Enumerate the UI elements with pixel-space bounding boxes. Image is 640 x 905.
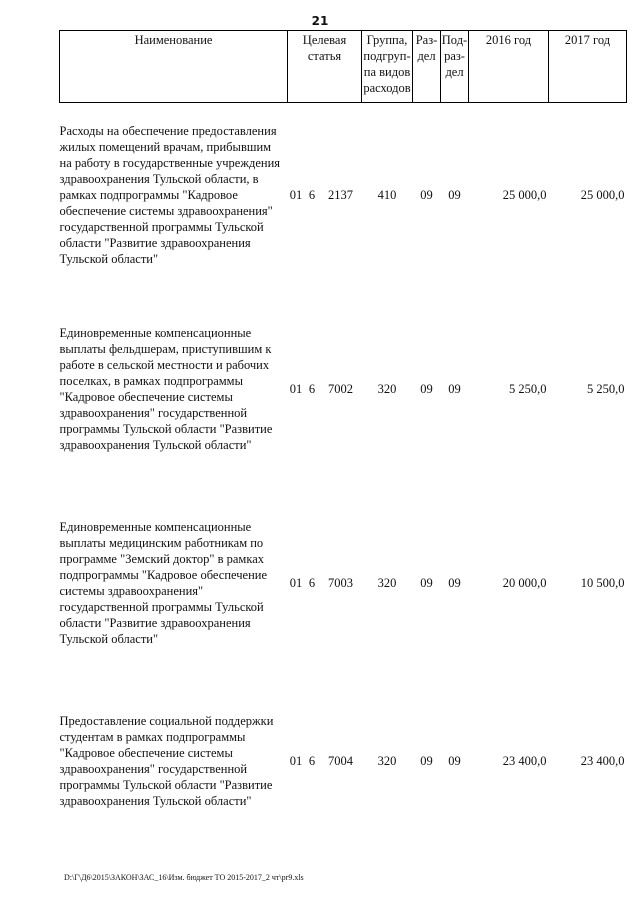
row-code-c: 7002 [328, 382, 353, 396]
header-subsection: Под- раз- дел [441, 31, 469, 103]
header-section: Раз- дел [413, 31, 441, 103]
row-name: Расходы на обеспечение предоставления жилых помещений врачам, прибывшим на работу в государственные учреждения здравоохранения Тульской области, в рамках подпрограммы "Кадровое обеспечение системы здравоохранения" государственной программы Тульской области "Развитие здравоохранения Тульской области" [59, 124, 281, 266]
row-group: 320 [377, 382, 397, 396]
row-amount-2017: 10 500,0 [580, 576, 625, 590]
page-number: 21 [311, 14, 329, 28]
row-amount-2016: 20 000,0 [502, 576, 547, 590]
table-header-row [60, 31, 627, 103]
table-row [60, 697, 627, 825]
row-section: 09 [420, 188, 433, 202]
budget-table [59, 30, 627, 825]
row-code-b: 6 [308, 754, 316, 768]
row-code-c: 7003 [328, 576, 353, 590]
row-group: 410 [377, 188, 397, 202]
header-target-article: Целевая статья [288, 31, 362, 103]
row-name: Предоставление социальной поддержки студентам в рамках подпрограммы "Кадровое обеспечение системы здравоохранения" государственной программы Тульской области "Развитие здравоохранения Тульской области" [59, 714, 274, 808]
row-group: 320 [377, 576, 397, 590]
spacer-cell [60, 275, 627, 309]
row-code-b: 6 [308, 576, 316, 590]
spacer-cell [60, 103, 627, 116]
row-code-c: 2137 [328, 188, 353, 202]
row-code-a: 01 [289, 188, 303, 202]
table-row [60, 115, 627, 275]
row-code-a: 01 [289, 382, 303, 396]
table-row [60, 309, 627, 469]
row-amount-2017: 5 250,0 [587, 382, 625, 396]
header-year-2016: 2016 год [469, 31, 549, 103]
spacer-cell [60, 663, 627, 697]
row-spacer [60, 469, 627, 503]
row-section: 09 [420, 576, 433, 590]
row-amount-2017: 25 000,0 [580, 188, 625, 202]
row-group: 320 [377, 754, 397, 768]
row-code-a: 01 [289, 576, 303, 590]
header-year-2017: 2017 год [549, 31, 627, 103]
row-name: Единовременные компенсационные выплаты фельдшерам, приступившим к работе в сельской местности и рабочих поселках, в рамках подпрограммы "Кадровое обеспечение системы здравоохранения" государственной программы Тульской области "Развитие здравоохранения Тульской области" [59, 326, 273, 452]
row-subsection: 09 [448, 576, 461, 590]
row-code-a: 01 [289, 754, 303, 768]
row-name: Единовременные компенсационные выплаты медицинским работникам по программе "Земский доктор" в рамках подпрограммы "Кадровое обеспечение системы здравоохранения" государственной программы Тульской области "Развитие здравоохранения Тульской области" [59, 520, 268, 646]
row-subsection: 09 [448, 188, 461, 202]
row-spacer [60, 103, 627, 116]
header-group: Группа, подгруп- па видов расходов [362, 31, 413, 103]
row-subsection: 09 [448, 382, 461, 396]
spacer-cell [60, 469, 627, 503]
row-amount-2016: 23 400,0 [502, 754, 547, 768]
row-subsection: 09 [448, 754, 461, 768]
row-code-c: 7004 [328, 754, 353, 768]
table-row [60, 503, 627, 663]
row-section: 09 [420, 754, 433, 768]
row-amount-2016: 25 000,0 [502, 188, 547, 202]
row-code-b: 6 [308, 382, 316, 396]
footer-file-path: D:\Г\Д6\2015\ЗАКОН\ЗАС_16\Изм. бюджет ТО 2015-2017_2 чт\pr9.xls [64, 873, 304, 882]
row-spacer [60, 275, 627, 309]
row-amount-2017: 23 400,0 [580, 754, 625, 768]
row-section: 09 [420, 382, 433, 396]
header-name: Наименование [60, 31, 288, 103]
row-spacer [60, 663, 627, 697]
row-amount-2016: 5 250,0 [509, 382, 547, 396]
row-code-b: 6 [308, 188, 316, 202]
